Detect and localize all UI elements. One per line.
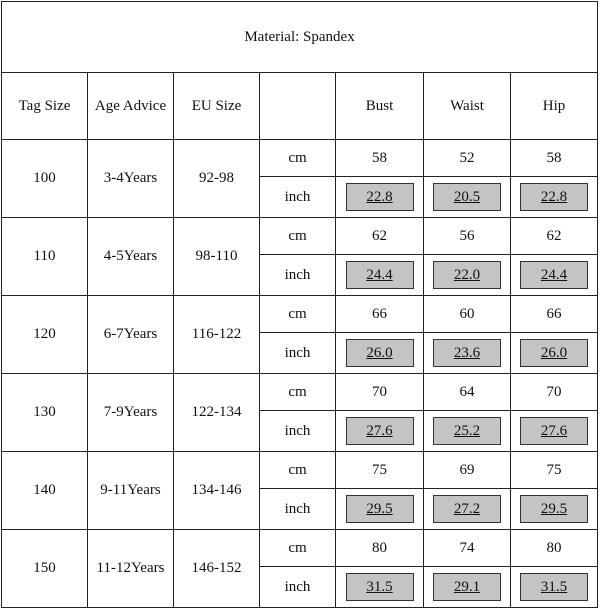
- title-text: Material: Spandex: [244, 28, 355, 45]
- bust-inch-value: 29.5: [346, 495, 414, 523]
- size-row-cm: [2, 530, 598, 567]
- bust-inch-cell: [336, 567, 424, 608]
- tag-size-cell: 100: [2, 140, 88, 218]
- age-advice-cell: 9-11Years: [88, 452, 174, 530]
- bust-cm-cell: 75: [336, 452, 424, 489]
- hip-inch-value: 29.5: [520, 495, 587, 523]
- hip-cm-cell: 62: [511, 218, 598, 255]
- hip-inch-cell: [511, 567, 598, 608]
- hip-inch-value: 22.8: [520, 183, 587, 211]
- unit-inch-cell: inch: [260, 333, 336, 374]
- hip-cm-cell: 80: [511, 530, 598, 567]
- age-advice-cell: 4-5Years: [88, 218, 174, 296]
- tag-size-cell: 110: [2, 218, 88, 296]
- waist-inch-value: 22.0: [433, 261, 500, 289]
- bust-inch-cell: [336, 489, 424, 530]
- hip-cm-cell: 70: [511, 374, 598, 411]
- waist-inch-value: 23.6: [433, 339, 500, 367]
- tag-size-cell: 140: [2, 452, 88, 530]
- waist-cm-cell: 52: [424, 140, 511, 177]
- header-waist: Waist: [424, 73, 511, 140]
- hip-inch-value: 26.0: [520, 339, 587, 367]
- unit-cm-cell: cm: [260, 452, 336, 489]
- waist-cm-cell: 69: [424, 452, 511, 489]
- header-unit: [260, 73, 336, 140]
- unit-inch-cell: inch: [260, 567, 336, 608]
- hip-inch-value: 31.5: [520, 573, 587, 601]
- waist-inch-value: 27.2: [433, 495, 500, 523]
- bust-cm-cell: 58: [336, 140, 424, 177]
- unit-inch-cell: inch: [260, 489, 336, 530]
- bust-inch-value: 26.0: [346, 339, 414, 367]
- hip-inch-cell: [511, 411, 598, 452]
- unit-cm-cell: cm: [260, 218, 336, 255]
- eu-size-cell: 122-134: [174, 374, 260, 452]
- waist-inch-value: 25.2: [433, 417, 500, 445]
- header-row: [2, 73, 598, 140]
- header-age-advice: Age Advice: [88, 73, 174, 140]
- waist-inch-cell: [424, 177, 511, 218]
- size-row-cm: [2, 296, 598, 333]
- table-title: [2, 2, 598, 73]
- bust-inch-cell: [336, 177, 424, 218]
- eu-size-cell: 134-146: [174, 452, 260, 530]
- header-eu-size: EU Size: [174, 73, 260, 140]
- hip-cm-cell: 58: [511, 140, 598, 177]
- hip-inch-value: 24.4: [520, 261, 587, 289]
- title-row: [2, 2, 598, 73]
- tag-size-cell: 150: [2, 530, 88, 608]
- bust-inch-cell: [336, 333, 424, 374]
- unit-cm-cell: cm: [260, 530, 336, 567]
- hip-cm-cell: 75: [511, 452, 598, 489]
- tag-size-cell: 130: [2, 374, 88, 452]
- unit-cm-cell: cm: [260, 296, 336, 333]
- size-row-cm: [2, 374, 598, 411]
- waist-inch-cell: [424, 255, 511, 296]
- bust-inch-value: 31.5: [346, 573, 414, 601]
- unit-inch-cell: inch: [260, 177, 336, 218]
- unit-inch-cell: inch: [260, 411, 336, 452]
- waist-inch-cell: [424, 333, 511, 374]
- waist-inch-cell: [424, 411, 511, 452]
- waist-inch-value: 29.1: [433, 573, 500, 601]
- waist-cm-cell: 74: [424, 530, 511, 567]
- waist-inch-cell: [424, 489, 511, 530]
- size-row-cm: [2, 140, 598, 177]
- hip-inch-value: 27.6: [520, 417, 587, 445]
- hip-inch-cell: [511, 489, 598, 530]
- age-advice-cell: 7-9Years: [88, 374, 174, 452]
- unit-cm-cell: cm: [260, 140, 336, 177]
- tag-size-cell: 120: [2, 296, 88, 374]
- waist-cm-cell: 60: [424, 296, 511, 333]
- eu-size-cell: 92-98: [174, 140, 260, 218]
- waist-inch-cell: [424, 567, 511, 608]
- waist-cm-cell: 64: [424, 374, 511, 411]
- eu-size-cell: 116-122: [174, 296, 260, 374]
- unit-cm-cell: cm: [260, 374, 336, 411]
- size-table: [1, 1, 598, 608]
- size-row-cm: [2, 452, 598, 489]
- header-bust: Bust: [336, 73, 424, 140]
- header-hip: Hip: [511, 73, 598, 140]
- hip-inch-cell: [511, 177, 598, 218]
- hip-inch-cell: [511, 333, 598, 374]
- bust-inch-value: 27.6: [346, 417, 414, 445]
- bust-inch-value: 24.4: [346, 261, 414, 289]
- age-advice-cell: 11-12Years: [88, 530, 174, 608]
- eu-size-cell: 98-110: [174, 218, 260, 296]
- size-row-cm: [2, 218, 598, 255]
- waist-inch-value: 20.5: [433, 183, 500, 211]
- bust-inch-cell: [336, 255, 424, 296]
- waist-cm-cell: 56: [424, 218, 511, 255]
- unit-inch-cell: inch: [260, 255, 336, 296]
- bust-cm-cell: 70: [336, 374, 424, 411]
- hip-inch-cell: [511, 255, 598, 296]
- hip-cm-cell: 66: [511, 296, 598, 333]
- bust-cm-cell: 62: [336, 218, 424, 255]
- bust-cm-cell: 66: [336, 296, 424, 333]
- header-tag-size: Tag Size: [2, 73, 88, 140]
- age-advice-cell: 6-7Years: [88, 296, 174, 374]
- bust-inch-value: 22.8: [346, 183, 414, 211]
- bust-cm-cell: 80: [336, 530, 424, 567]
- age-advice-cell: 3-4Years: [88, 140, 174, 218]
- eu-size-cell: 146-152: [174, 530, 260, 608]
- bust-inch-cell: [336, 411, 424, 452]
